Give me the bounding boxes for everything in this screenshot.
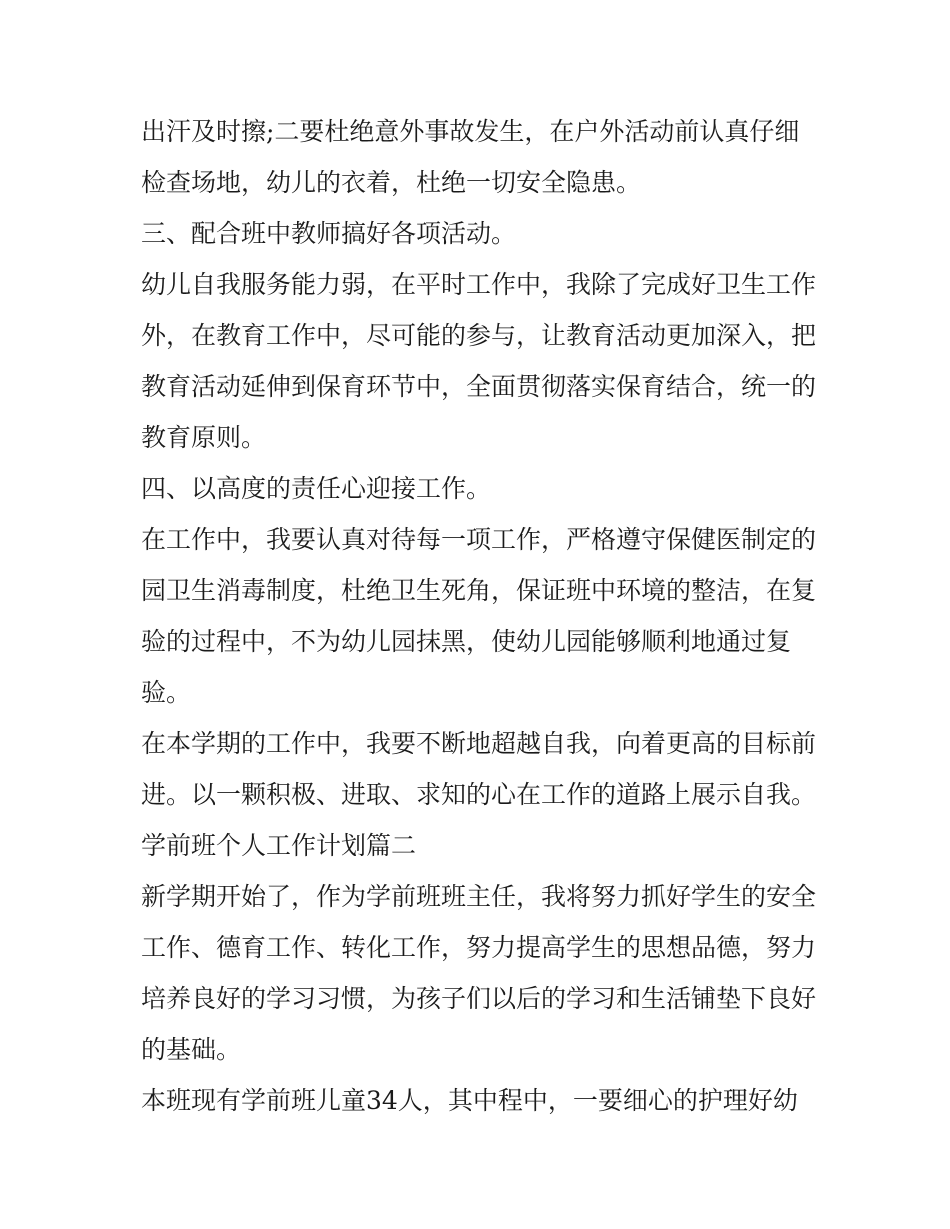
text-line: 进。以一颗积极、进取、求知的心在工作的道路上展示自我。: [141, 780, 817, 809]
text-line: 检查场地，幼儿的衣着，杜绝一切安全隐患。: [141, 168, 642, 197]
text-line: 在工作中，我要认真对待每一项工作，严格遵守保健医制定的: [141, 525, 817, 554]
section-heading: 三、配合班中教师搞好各项活动。: [141, 219, 517, 248]
text-line: 教育活动延伸到保育环节中，全面贯彻落实保育结合，统一的: [141, 372, 817, 401]
article-subtitle: 学前班个人工作计划篇二: [141, 831, 417, 860]
text-line: 园卫生消毒制度，杜绝卫生死角，保证班中环境的整洁，在复: [141, 576, 817, 605]
text-line: 出汗及时擦;二要杜绝意外事故发生，在户外活动前认真仔细: [141, 117, 800, 146]
text-line: 新学期开始了，作为学前班班主任，我将努力抓好学生的安全: [141, 882, 817, 911]
text-line: 验。: [141, 678, 192, 707]
text-line: 在本学期的工作中，我要不断地超越自我，向着更高的目标前: [141, 729, 817, 758]
text-line: 工作、德育工作、转化工作，努力提高学生的思想品德，努力: [141, 933, 817, 962]
text-line: 培养良好的学习习惯，为孩子们以后的学习和生活铺垫下良好: [141, 984, 817, 1013]
text-line: 的基础。: [141, 1035, 242, 1064]
text-line: 验的过程中，不为幼儿园抹黑，使幼儿园能够顺利地通过复: [141, 627, 792, 656]
text-line: 本班现有学前班儿童34人，其中程中，一要细心的护理好幼: [141, 1086, 798, 1115]
section-heading: 四、以高度的责任心迎接工作。: [141, 474, 492, 503]
document-body: [141, 106, 821, 1126]
text-line: 幼儿自我服务能力弱，在平时工作中，我除了完成好卫生工作: [141, 270, 817, 299]
text-line: 教育原则。: [141, 423, 267, 452]
text-line: 外，在教育工作中，尽可能的参与，让教育活动更加深入，把: [141, 321, 817, 350]
